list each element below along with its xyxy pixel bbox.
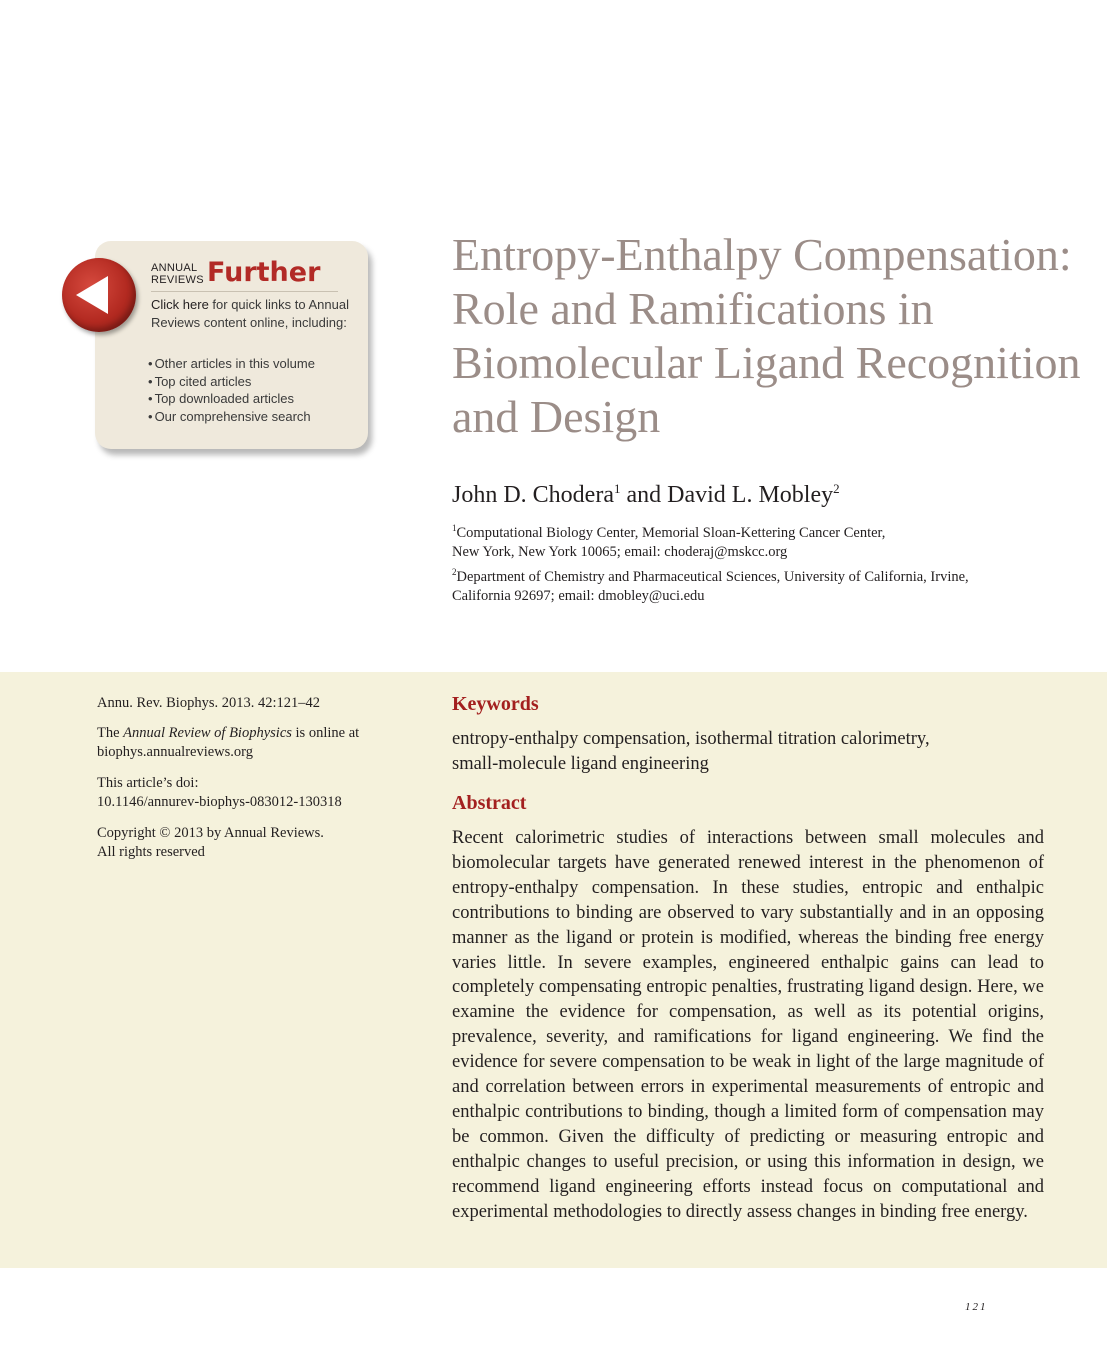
article-title: Entropy-Enthalpy Compensation: Role and Ramifications in Biomolecular Ligand Recognition and Design bbox=[452, 229, 1081, 442]
keywords-heading: Keywords bbox=[452, 693, 539, 715]
back-arrow-icon[interactable] bbox=[62, 258, 136, 332]
keywords-text: entropy-enthalpy compensation, isothermal titration calorimetry, small-molecule ligand engineering bbox=[452, 729, 930, 774]
authors: John D. Chodera$^1$ and David L. Mobley$^2$ bbox=[452, 481, 840, 508]
abstract-heading: Abstract bbox=[452, 792, 527, 814]
affiliation-2: $^2$Department of Chemistry and Pharmaceutical Sciences, University of California, Irvine, California 92697; email: dmobley@uci.edu bbox=[452, 567, 969, 604]
further-link-cited[interactable]: • Top cited articles bbox=[148, 373, 315, 391]
further-link-search[interactable]: • Our comprehensive search bbox=[148, 408, 315, 426]
author-name: David L. Mobley bbox=[667, 482, 834, 508]
further-link-downloaded[interactable]: • Top downloaded articles bbox=[148, 390, 315, 408]
doi-link[interactable]: 10.1146/annurev-biophys-083012-130318 bbox=[97, 794, 342, 810]
copyright: Copyright © 2013 by Annual Reviews. All rights reserved bbox=[97, 825, 324, 860]
further-link-volume[interactable]: • Other articles in this volume bbox=[148, 355, 315, 373]
citation: Annu. Rev. Biophys. 2013. 42:121–42 bbox=[97, 695, 321, 711]
further-divider bbox=[151, 291, 338, 292]
affiliation-1: $^1$Computational Biology Center, Memorial Sloan-Kettering Cancer Center, New York, New York 10065; email: choderaj@mskcc.org bbox=[452, 523, 886, 560]
journal-url[interactable]: biophys.annualreviews.org bbox=[97, 744, 253, 760]
online-info: The Annual Review of Biophysics is online at biophys.annualreviews.org bbox=[97, 725, 360, 760]
author-name: John D. Chodera bbox=[452, 482, 614, 508]
page-number: 121 bbox=[965, 1301, 988, 1313]
click-here-link[interactable]: Click here bbox=[151, 297, 209, 312]
further-description: Click here for quick links to Annual Reviews content online, including: bbox=[151, 297, 349, 330]
doi-info: This article’s doi: 10.1146/annurev-biophys-083012-130318 bbox=[97, 775, 342, 810]
further-links bbox=[148, 355, 315, 425]
abstract-text: Recent calorimetric studies of interactions between small molecules and biomolecular targets have generated renewed interest in the phenomenon of entropy-enthalpy compensation. In these studies, entropic and enthalpic contributions to binding are observed to vary substantially and in an opposing manner as the ligand or protein is modified, whereas the binding free energy varies little. In severe examples, engineered enthalpic gains can lead to completely compensating entropic penalties, frustrating ligand design. Here, we examine the evidence for compensation, as well as its potential origins, prevalence, severity, and ramifications for ligand engineering. We find the evidence for severe compensation to be weak in light of the large magnitude of and correlation between errors in experimental measurements of entropic and enthalpic contributions to binding, though a limited form of compensation may be common. Given the difficulty of predicting or measuring entropic and enthalpic changes to useful precision, or using this information in design, we recommend ligand engineering efforts instead focus on computational and experimental methodologies to directly assess changes in binding free energy. bbox=[452, 828, 1044, 1222]
further-heading: Further bbox=[207, 257, 321, 288]
annual-reviews-logo: ANNUAL REVIEWS bbox=[151, 262, 204, 286]
